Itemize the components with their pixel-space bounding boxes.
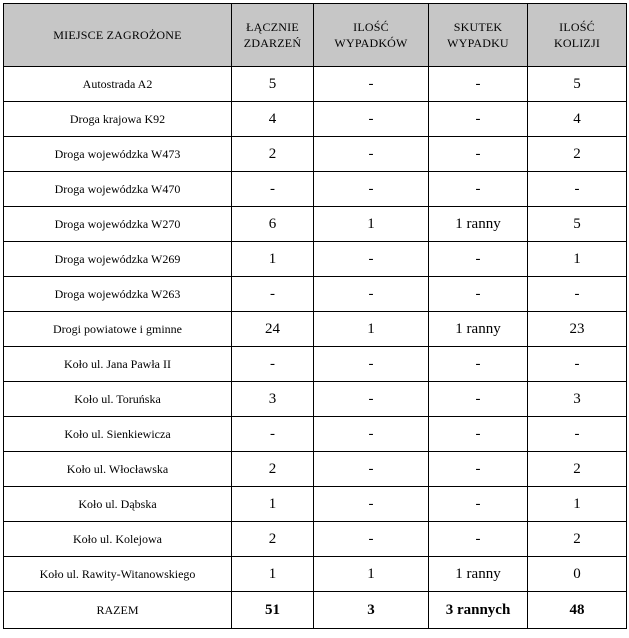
cell-collisions: - <box>528 172 627 207</box>
cell-accident-effect: 1 ranny <box>429 312 528 347</box>
cell-accident-effect: - <box>429 137 528 172</box>
cell-total-events: 6 <box>232 207 314 242</box>
cell-total-events: 5 <box>232 67 314 102</box>
cell-total-events: 2 <box>232 452 314 487</box>
cell-accidents: - <box>314 67 429 102</box>
cell-accidents: - <box>314 102 429 137</box>
table-row <box>4 417 627 452</box>
total-events-sum: 51 <box>232 592 314 629</box>
cell-location: Koło ul. Jana Pawła II <box>4 347 232 382</box>
table-row <box>4 382 627 417</box>
cell-location: Koło ul. Dąbska <box>4 487 232 522</box>
total-accidents-sum: 3 <box>314 592 429 629</box>
table-row <box>4 242 627 277</box>
cell-accident-effect: - <box>429 417 528 452</box>
cell-total-events: 3 <box>232 382 314 417</box>
cell-accident-effect: - <box>429 522 528 557</box>
cell-location: Drogi powiatowe i gminne <box>4 312 232 347</box>
cell-accident-effect: - <box>429 172 528 207</box>
cell-location: Koło ul. Sienkiewicza <box>4 417 232 452</box>
cell-collisions: 23 <box>528 312 627 347</box>
table-row <box>4 102 627 137</box>
cell-location: Koło ul. Włocławska <box>4 452 232 487</box>
cell-accident-effect: - <box>429 452 528 487</box>
table-row <box>4 277 627 312</box>
cell-location: Droga wojewódzka W263 <box>4 277 232 312</box>
cell-location: Koło ul. Kolejowa <box>4 522 232 557</box>
cell-collisions: 2 <box>528 452 627 487</box>
cell-accident-effect: - <box>429 347 528 382</box>
cell-accident-effect: - <box>429 382 528 417</box>
cell-total-events: 1 <box>232 557 314 592</box>
cell-accident-effect: - <box>429 102 528 137</box>
table-row <box>4 557 627 592</box>
cell-accident-effect: - <box>429 242 528 277</box>
table-row <box>4 137 627 172</box>
cell-accidents: - <box>314 172 429 207</box>
cell-collisions: 4 <box>528 102 627 137</box>
cell-collisions: - <box>528 347 627 382</box>
table-row <box>4 487 627 522</box>
cell-total-events: - <box>232 172 314 207</box>
table-row <box>4 172 627 207</box>
cell-location: Droga krajowa K92 <box>4 102 232 137</box>
table-row <box>4 312 627 347</box>
cell-collisions: 0 <box>528 557 627 592</box>
cell-total-events: 1 <box>232 487 314 522</box>
table-total-row <box>4 592 627 629</box>
cell-location: Droga wojewódzka W473 <box>4 137 232 172</box>
cell-location: Droga wojewódzka W270 <box>4 207 232 242</box>
cell-collisions: 5 <box>528 67 627 102</box>
cell-collisions: 1 <box>528 487 627 522</box>
total-label: RAZEM <box>4 592 232 629</box>
total-collisions-sum: 48 <box>528 592 627 629</box>
cell-accidents: - <box>314 277 429 312</box>
cell-total-events: - <box>232 347 314 382</box>
cell-accidents: 1 <box>314 557 429 592</box>
table-row <box>4 67 627 102</box>
table-row <box>4 347 627 382</box>
cell-accident-effect: 1 ranny <box>429 207 528 242</box>
table-header-row <box>4 4 627 67</box>
cell-accidents: - <box>314 242 429 277</box>
cell-total-events: - <box>232 417 314 452</box>
accident-statistics-table <box>3 3 627 629</box>
cell-total-events: - <box>232 277 314 312</box>
cell-accident-effect: - <box>429 277 528 312</box>
cell-accident-effect: - <box>429 487 528 522</box>
cell-accidents: - <box>314 417 429 452</box>
cell-accident-effect: - <box>429 67 528 102</box>
cell-accidents: - <box>314 487 429 522</box>
cell-total-events: 1 <box>232 242 314 277</box>
cell-collisions: - <box>528 277 627 312</box>
header-accident-effect: SKUTEK WYPADKU <box>429 4 528 67</box>
cell-collisions: 5 <box>528 207 627 242</box>
header-location: MIEJSCE ZAGROŻONE <box>4 4 232 67</box>
cell-accidents: - <box>314 382 429 417</box>
cell-collisions: 2 <box>528 522 627 557</box>
header-accidents: ILOŚĆ WYPADKÓW <box>314 4 429 67</box>
cell-accidents: - <box>314 522 429 557</box>
cell-location: Droga wojewódzka W269 <box>4 242 232 277</box>
cell-total-events: 2 <box>232 137 314 172</box>
cell-location: Autostrada A2 <box>4 67 232 102</box>
cell-collisions: 3 <box>528 382 627 417</box>
table-row <box>4 522 627 557</box>
cell-collisions: 1 <box>528 242 627 277</box>
table-row <box>4 452 627 487</box>
cell-total-events: 24 <box>232 312 314 347</box>
cell-collisions: - <box>528 417 627 452</box>
cell-location: Koło ul. Rawity-Witanowskiego <box>4 557 232 592</box>
cell-accidents: 1 <box>314 207 429 242</box>
header-total-events: ŁĄCZNIE ZDARZEŃ <box>232 4 314 67</box>
total-accident-effect: 3 rannych <box>429 592 528 629</box>
cell-location: Droga wojewódzka W470 <box>4 172 232 207</box>
cell-accidents: - <box>314 347 429 382</box>
table-row <box>4 207 627 242</box>
header-collisions: ILOŚĆ KOLIZJI <box>528 4 627 67</box>
cell-location: Koło ul. Toruńska <box>4 382 232 417</box>
cell-collisions: 2 <box>528 137 627 172</box>
cell-accidents: 1 <box>314 312 429 347</box>
cell-accident-effect: 1 ranny <box>429 557 528 592</box>
cell-accidents: - <box>314 452 429 487</box>
cell-accidents: - <box>314 137 429 172</box>
cell-total-events: 4 <box>232 102 314 137</box>
cell-total-events: 2 <box>232 522 314 557</box>
